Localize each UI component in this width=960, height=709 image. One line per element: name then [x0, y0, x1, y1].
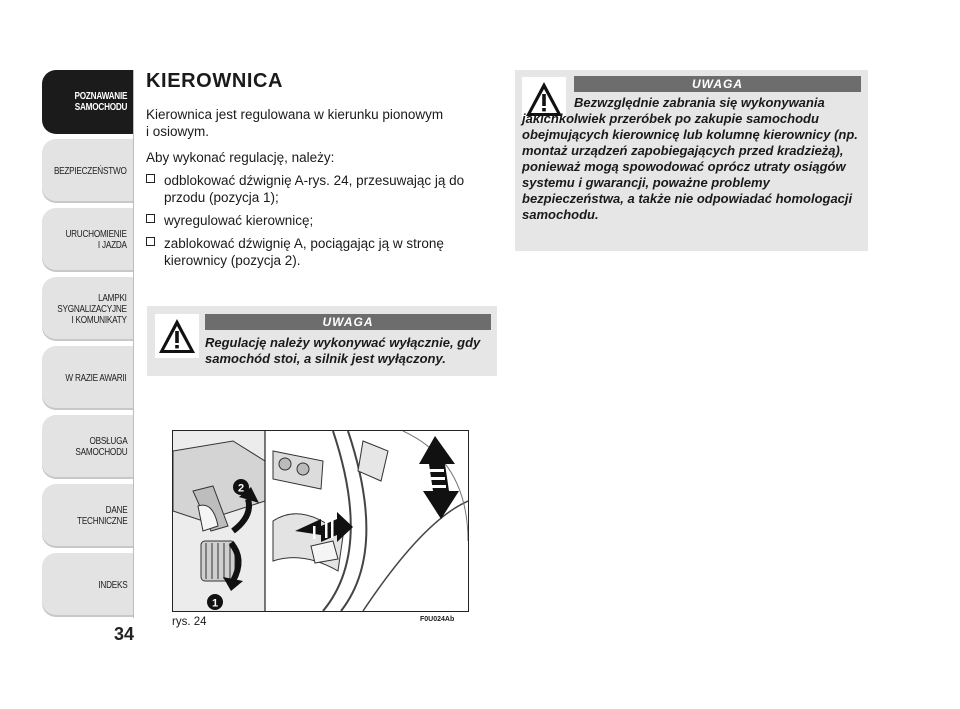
tab-label: BEZPIECZEŃSTWO: [54, 165, 127, 177]
intro-paragraph: Kierownica jest regulowana w kierunku pionowym i osiowym.: [146, 107, 444, 139]
step-text: zablokować dźwignię A, pociągając ją w stronę kierownicy (pozycja 2).: [164, 236, 444, 268]
page-number: 34: [113, 624, 134, 644]
tab-obsluga-samochodu[interactable]: [42, 415, 134, 479]
figure-drawing: [173, 431, 468, 611]
warning-box-small: [147, 306, 497, 376]
warning-triangle-icon: [155, 314, 199, 358]
checkbox-bullet-icon: [146, 174, 155, 183]
tab-indeks[interactable]: [42, 553, 134, 617]
list-item: [146, 172, 496, 206]
marker-1-label: 1: [211, 597, 219, 610]
tab-label: INDEKS: [97, 579, 127, 591]
checkbox-bullet-icon: [146, 214, 155, 223]
chapter-tabs: [42, 70, 134, 622]
figure-caption: rys. 24: [172, 616, 207, 628]
tab-label: W RAZIE AWARII: [65, 372, 127, 384]
tab-uruchomienie-i-jazda[interactable]: [42, 208, 134, 272]
list-item: [146, 212, 496, 229]
tab-poznawanie-samochodu[interactable]: [42, 70, 134, 134]
warning-text: Bezwzględnie zabrania się wykonywania jakichkolwiek przeróbek po zakupie samochodu obejmujących kierownicę lub kolumnę kierownicy (np. montaż urządzeń zapobiegających przed kradzieżą), ponieważ mogą spowodować oprócz utraty osiągów systemu i gwarancji, poważne problemy bezpieczeństwa, a także nie odpowiadać homologacji samochodu.: [522, 95, 858, 222]
tab-lampki-sygnalizacyjne[interactable]: [42, 277, 134, 341]
list-item: [146, 235, 496, 269]
step-text: odblokować dźwignię A-rys. 24, przesuwając ją do przodu (pozycja 1);: [164, 173, 465, 205]
tab-w-razie-awarii[interactable]: [42, 346, 134, 410]
tab-dane-techniczne[interactable]: [42, 484, 134, 548]
marker-2-label: 2: [237, 482, 245, 495]
steering-adjustment-illustration: [172, 430, 469, 612]
tab-label: POZNAWANIE SAMOCHODU: [74, 91, 127, 113]
tabs-divider: [133, 70, 134, 618]
warning-text: Regulację należy wykonywać wyłącznie, gdy samochód stoi, a silnik jest wyłączony.: [205, 335, 481, 366]
tab-label: OBSŁUGA SAMOCHODU: [74, 436, 127, 458]
tab-label: DANE TECHNICZNE: [76, 505, 127, 527]
warning-heading: UWAGA: [574, 76, 861, 92]
warning-heading: UWAGA: [205, 314, 491, 330]
warning-box-large: [515, 70, 868, 251]
tab-bezpieczenstwo[interactable]: [42, 139, 134, 203]
figure-code: F0U024Ab: [420, 616, 455, 623]
checkbox-bullet-icon: [146, 237, 155, 246]
tab-label: URUCHOMIENIE I JAZDA: [65, 229, 127, 251]
section-title: KIEROWNICA: [146, 70, 284, 92]
steps-list: [146, 172, 496, 275]
step-text: wyregulować kierownicę;: [164, 213, 314, 228]
lead-paragraph: Aby wykonać regulację, należy:: [146, 150, 335, 165]
tab-label: LAMPKI SYGNALIZACYJNE I KOMUNIKATY: [57, 292, 127, 326]
